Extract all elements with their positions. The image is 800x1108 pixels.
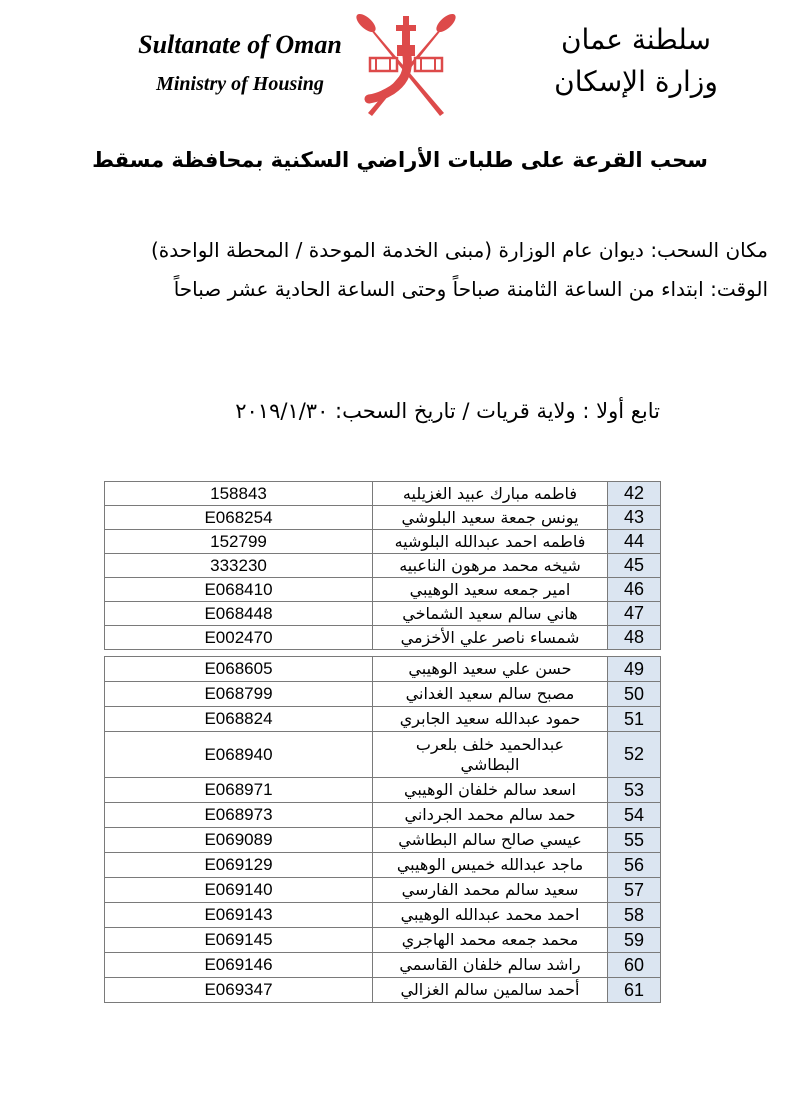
header-english <box>128 30 352 96</box>
table-row <box>105 803 661 828</box>
application-code-cell: E069140 <box>105 878 373 903</box>
application-code-cell: E069143 <box>105 903 373 928</box>
row-number-cell: 59 <box>608 928 661 953</box>
header-arabic <box>498 22 774 100</box>
applicant-name-cell: يونس جمعة سعيد البلوشي <box>373 506 608 530</box>
table-row <box>105 778 661 803</box>
application-code-cell: E068971 <box>105 778 373 803</box>
applicant-name-cell: هاني سالم سعيد الشماخي <box>373 602 608 626</box>
arabic-sultanate-text: سلطنة عمان <box>560 23 712 56</box>
row-number-cell: 55 <box>608 828 661 853</box>
sultanate-of-oman-text: Sultanate of Oman <box>138 30 342 59</box>
application-code-cell: E068940 <box>105 732 373 778</box>
row-number-cell: 44 <box>608 530 661 554</box>
application-code-cell: E068254 <box>105 506 373 530</box>
application-code-cell: E069129 <box>105 853 373 878</box>
table-row <box>105 657 661 682</box>
row-number-cell: 52 <box>608 732 661 778</box>
document-title: سحب القرعة على طلبات الأراضي السكنية بمحافظة مسقط <box>92 148 708 172</box>
row-number-cell: 43 <box>608 506 661 530</box>
table-row <box>105 928 661 953</box>
table-row <box>105 482 661 506</box>
row-number-cell: 42 <box>608 482 661 506</box>
table-row <box>105 707 661 732</box>
row-number-cell: 47 <box>608 602 661 626</box>
row-number-cell: 58 <box>608 903 661 928</box>
application-code-cell: E068605 <box>105 657 373 682</box>
row-number-cell: 56 <box>608 853 661 878</box>
applicant-name-cell: محمد جمعه محمد الهاجري <box>373 928 608 953</box>
table-row <box>105 878 661 903</box>
table-row <box>105 903 661 928</box>
applicant-name-cell: عيسي صالح سالم البطاشي <box>373 828 608 853</box>
applicant-name-cell: فاطمه احمد عبدالله البلوشيه <box>373 530 608 554</box>
draw-time-line: الوقت: ابتداء من الساعة الثامنة صباحاً وحتى الساعة الحادية عشر صباحاً <box>173 277 768 301</box>
table-row <box>105 602 661 626</box>
application-code-cell: E069347 <box>105 978 373 1003</box>
draw-details <box>30 231 768 309</box>
ministry-of-housing-text: Ministry of Housing <box>156 73 324 95</box>
oman-national-emblem-icon <box>350 8 462 118</box>
section-continuation-line: تابع أولا : ولاية قريات / تاريخ السحب: ٢٠١٩/١/٣٠ <box>235 399 660 423</box>
applicant-name-cell: مصبح سالم سعيد الغداني <box>373 682 608 707</box>
row-number-cell: 48 <box>608 626 661 650</box>
applicant-name-cell: احمد محمد عبدالله الوهيبي <box>373 903 608 928</box>
draw-location-line: مكان السحب: ديوان عام الوزارة (مبنى الخدمة الموحدة / المحطة الواحدة) <box>151 238 768 262</box>
applicant-name-cell: شمساء ناصر علي الأخزمي <box>373 626 608 650</box>
application-code-cell: E068824 <box>105 707 373 732</box>
table-row <box>105 853 661 878</box>
table-row <box>105 682 661 707</box>
row-number-cell: 46 <box>608 578 661 602</box>
table-row <box>105 732 661 778</box>
applicants-table-block-1 <box>104 481 661 650</box>
row-number-cell: 50 <box>608 682 661 707</box>
applicant-name-text: عبدالحميد خلف بلعرب البطاشي <box>415 734 565 774</box>
applicants-table-block-2 <box>104 656 661 1003</box>
application-code-cell: E002470 <box>105 626 373 650</box>
application-code-cell: 158843 <box>105 482 373 506</box>
table-row <box>105 953 661 978</box>
row-number-cell: 45 <box>608 554 661 578</box>
application-code-cell: E069145 <box>105 928 373 953</box>
application-code-cell: 152799 <box>105 530 373 554</box>
applicant-name-cell: حسن علي سعيد الوهيبي <box>373 657 608 682</box>
application-code-cell: E069146 <box>105 953 373 978</box>
applicant-name-cell: حمد سالم محمد الجرداني <box>373 803 608 828</box>
application-code-cell: E068448 <box>105 602 373 626</box>
row-number-cell: 57 <box>608 878 661 903</box>
applicant-name-cell: شيخه محمد مرهون الناعبيه <box>373 554 608 578</box>
application-code-cell: E069089 <box>105 828 373 853</box>
table-row <box>105 554 661 578</box>
application-code-cell: 333230 <box>105 554 373 578</box>
table-row <box>105 828 661 853</box>
applicant-name-cell: حمود عبدالله سعيد الجابري <box>373 707 608 732</box>
applicant-name-cell: ماجد عبدالله خميس الوهيبي <box>373 853 608 878</box>
table-row <box>105 530 661 554</box>
applicant-name-cell: راشد سالم خلفان القاسمي <box>373 953 608 978</box>
applicant-name-cell: فاطمه مبارك عبيد الغزيليه <box>373 482 608 506</box>
row-number-cell: 53 <box>608 778 661 803</box>
row-number-cell: 49 <box>608 657 661 682</box>
application-code-cell: E068973 <box>105 803 373 828</box>
applicant-name-cell <box>373 732 608 778</box>
applicant-name-cell: اسعد سالم خلفان الوهيبي <box>373 778 608 803</box>
application-code-cell: E068410 <box>105 578 373 602</box>
table-row <box>105 978 661 1003</box>
row-number-cell: 51 <box>608 707 661 732</box>
applicant-name-cell: أحمد سالمين سالم الغزالي <box>373 978 608 1003</box>
row-number-cell: 54 <box>608 803 661 828</box>
applicant-name-cell: سعيد سالم محمد الفارسي <box>373 878 608 903</box>
row-number-cell: 61 <box>608 978 661 1003</box>
row-number-cell: 60 <box>608 953 661 978</box>
table-row <box>105 506 661 530</box>
table-row <box>105 578 661 602</box>
table-row <box>105 626 661 650</box>
arabic-ministry-text: وزارة الإسكان <box>554 65 718 98</box>
application-code-cell: E068799 <box>105 682 373 707</box>
applicant-name-cell: امير جمعه سعيد الوهيبي <box>373 578 608 602</box>
